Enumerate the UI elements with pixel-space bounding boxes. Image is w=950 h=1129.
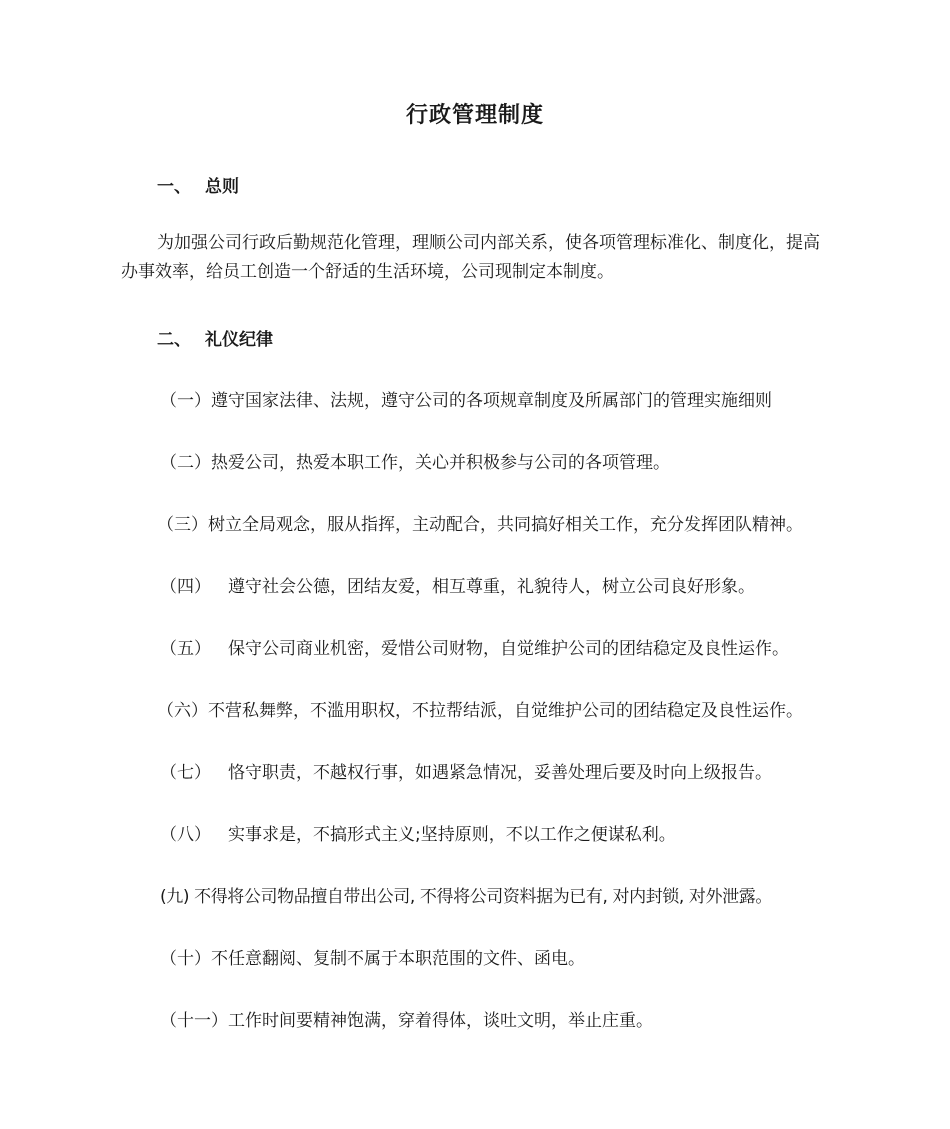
section-title: 总则: [205, 177, 239, 197]
item-text: 恪守职责，不越权行事，如遇紧急情况，妥善处理后要及时向上级报告。: [228, 763, 772, 783]
item-number: （四）: [160, 577, 211, 597]
item-number: （二）: [160, 453, 211, 473]
item-text: 不得将公司物品擅自带出公司, 不得将公司资料据为已有, 对内封锁, 对外泄露。: [194, 887, 772, 907]
item-number: （十一）: [160, 1011, 228, 1031]
item-text: 保守公司商业机密，爱惜公司财物，自觉维护公司的团结稳定及良性运作。: [228, 639, 789, 659]
item-number: (九): [160, 887, 190, 907]
item-text: 热爱公司，热爱本职工作，关心并积极参与公司的各项管理。: [211, 453, 670, 473]
list-item: [160, 386, 772, 411]
section-number: 一、: [157, 177, 191, 197]
list-item: [160, 1006, 653, 1031]
item-number: （五）: [160, 639, 211, 659]
list-item: [160, 572, 755, 597]
list-item: [157, 696, 803, 721]
item-number: （六）: [157, 701, 208, 721]
list-item: [160, 634, 789, 659]
general-paragraph: 为加强公司行政后勤规范化管理，理顺公司内部关系，使各项管理标准化、制度化，提高办事效率，给员工创造一个舒适的生活环境，公司现制定本制度。: [121, 233, 820, 282]
item-text: 树立全局观念，服从指挥，主动配合，共同搞好相关工作，充分发挥团队精神。: [208, 515, 803, 535]
item-text: 遵守国家法律、法规，遵守公司的各项规章制度及所属部门的管理实施细则: [211, 391, 772, 411]
item-text: 不营私舞弊，不滥用职权，不拉帮结派，自觉维护公司的团结稳定及良性运作。: [208, 701, 803, 721]
item-text: 遵守社会公德，团结友爱，相互尊重，礼貌待人，树立公司良好形象。: [228, 577, 755, 597]
list-item: [160, 758, 772, 783]
item-number: （一）: [160, 391, 211, 411]
section-heading-general: [157, 172, 239, 197]
list-item: [160, 944, 585, 969]
item-text: 实事求是，不搞形式主义;坚持原则，不以工作之便谋私利。: [228, 825, 676, 845]
section-number: 二、: [157, 330, 191, 350]
item-number: （八）: [160, 825, 211, 845]
item-number: （七）: [160, 763, 211, 783]
list-item: [160, 448, 670, 473]
item-number: （三）: [157, 515, 208, 535]
list-item: [157, 510, 803, 535]
item-number: （十）: [160, 949, 211, 969]
list-item: [160, 820, 676, 845]
list-item: [160, 882, 772, 907]
section-heading-etiquette: [157, 325, 273, 350]
document-title: 行政管理制度: [405, 103, 544, 128]
item-text: 工作时间要精神饱满，穿着得体，谈吐文明，举止庄重。: [228, 1011, 653, 1031]
section-title: 礼仪纪律: [205, 330, 273, 350]
item-text: 不任意翻阅、复制不属于本职范围的文件、函电。: [211, 949, 585, 969]
